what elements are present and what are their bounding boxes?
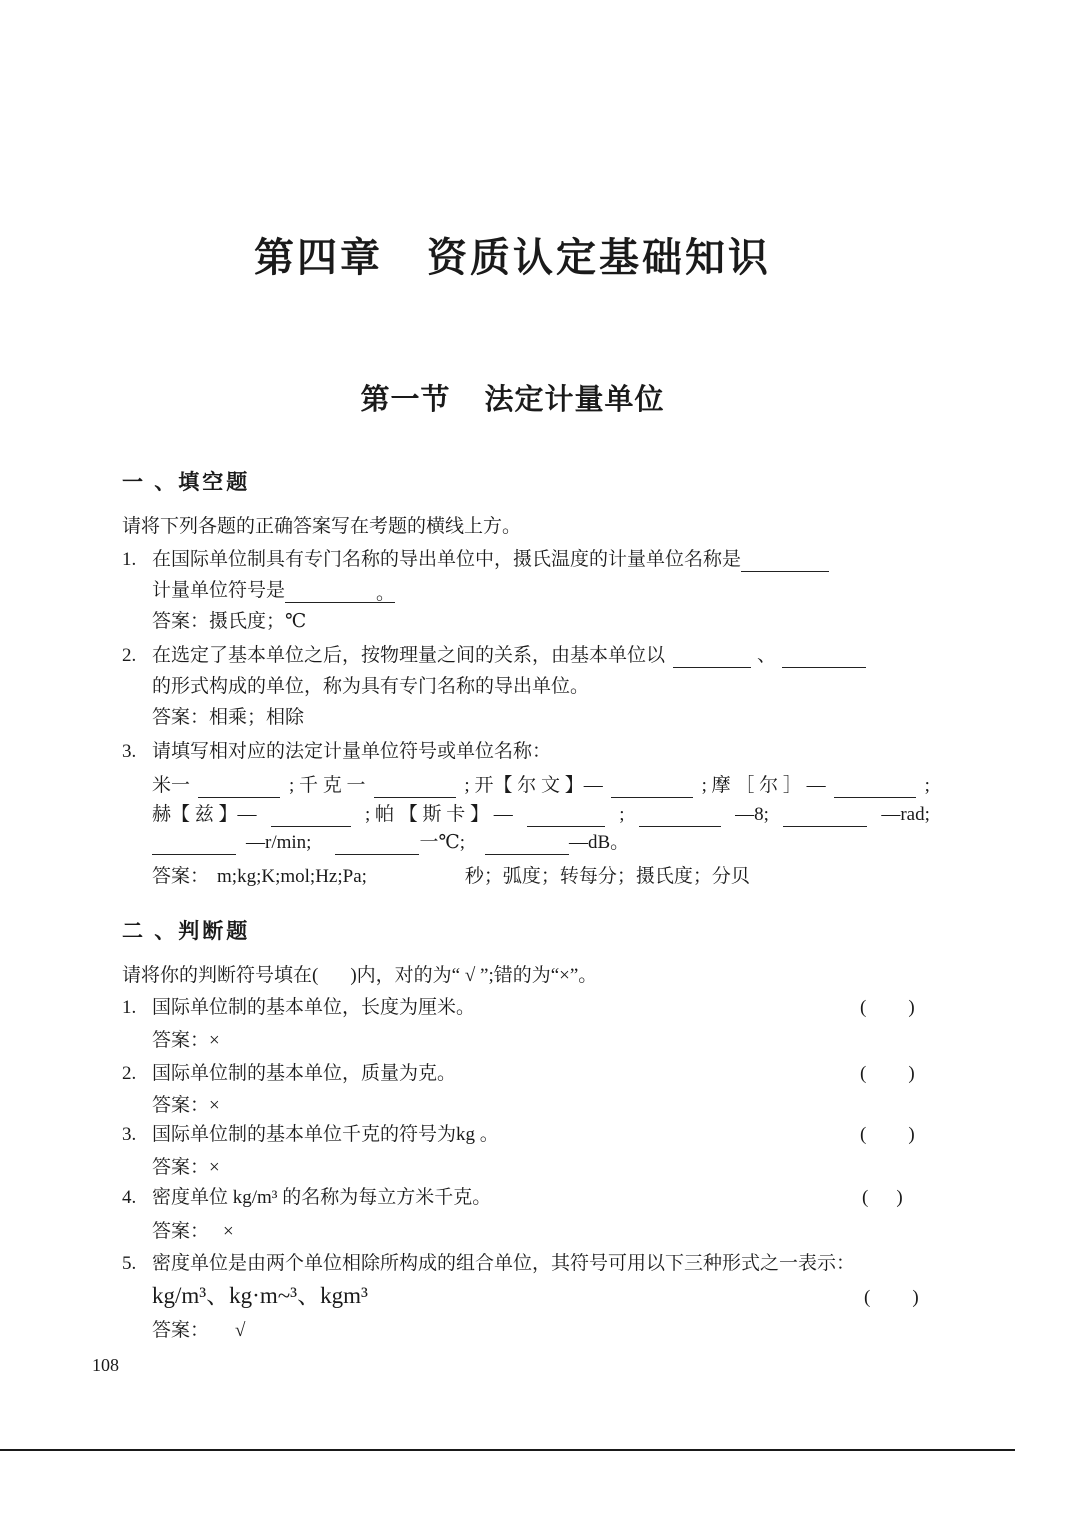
answer-blank[interactable] bbox=[834, 777, 916, 798]
unit-label: ; 帕 【 斯 卡 】 — bbox=[365, 804, 513, 825]
judge-intro bbox=[122, 964, 597, 988]
answer-blank[interactable] bbox=[198, 777, 280, 798]
unit-label: ; bbox=[619, 804, 625, 825]
page-number: 108 bbox=[92, 1355, 119, 1375]
unit-label: 一℃; bbox=[419, 832, 465, 853]
question-number: 1. bbox=[122, 549, 137, 570]
answer-blank[interactable] bbox=[485, 834, 569, 855]
separator: 、 bbox=[757, 645, 777, 666]
paren-open: ( bbox=[864, 1287, 871, 1308]
paren-open: ( bbox=[860, 997, 867, 1018]
question-text: 请填写相对应的法定计量单位符号或单位名称： bbox=[152, 741, 552, 762]
judge-answer-2: 答案：× bbox=[152, 1095, 220, 1116]
answer-blank[interactable] bbox=[285, 582, 395, 603]
fill-answer-2: 答案：相乘；相除 bbox=[152, 707, 305, 728]
question-period: 。 bbox=[376, 583, 396, 604]
answer-label: 答案： bbox=[152, 1320, 210, 1341]
unit-label: 米一 bbox=[152, 775, 191, 796]
answer-blank[interactable] bbox=[782, 647, 866, 668]
chapter-number: 第四章 bbox=[254, 235, 383, 280]
paren-open: ( bbox=[862, 1187, 869, 1208]
answer-blank[interactable] bbox=[374, 777, 456, 798]
judge-item-3 bbox=[122, 1123, 499, 1147]
answer-mark: √ bbox=[235, 1320, 246, 1341]
fill-answer-1: 答案：摄氏度；℃ bbox=[152, 611, 307, 632]
paren-close: ) bbox=[908, 1124, 915, 1145]
units-row-3 bbox=[152, 831, 629, 855]
answer-blank[interactable] bbox=[335, 834, 419, 855]
answer-parentheses[interactable] bbox=[860, 996, 915, 1020]
question-number: 2. bbox=[122, 645, 137, 666]
question-text: 国际单位制的基本单位，质量为克。 bbox=[152, 1063, 457, 1084]
question-number: 4. bbox=[122, 1187, 137, 1208]
answer-blank[interactable] bbox=[527, 806, 605, 827]
judge-heading: 二 、判断题 bbox=[122, 919, 251, 943]
chapter-title bbox=[0, 232, 1025, 284]
answer-blank[interactable] bbox=[611, 777, 693, 798]
question-text: 国际单位制的基本单位千克的符号为kg 。 bbox=[152, 1124, 499, 1145]
fill-question-3 bbox=[122, 740, 551, 764]
question-number: 3. bbox=[122, 1124, 137, 1145]
section-name: 法定计量单位 bbox=[484, 384, 665, 416]
unit-label: —rad; bbox=[881, 804, 930, 825]
answer-parentheses[interactable] bbox=[864, 1286, 919, 1310]
paren-open: ( bbox=[860, 1124, 867, 1145]
unit-label: ; 千 克 一 bbox=[288, 775, 366, 796]
fill-answer-3 bbox=[152, 865, 750, 889]
answer-blank[interactable] bbox=[783, 806, 867, 827]
units-row-2 bbox=[152, 803, 930, 827]
question-number: 5. bbox=[122, 1253, 137, 1274]
units-row-1 bbox=[152, 774, 930, 798]
unit-label: —dB。 bbox=[569, 832, 630, 853]
unit-label: 赫【 兹 】— bbox=[152, 804, 257, 825]
fill-intro: 请将下列各题的正确答案写在考题的横线上方。 bbox=[122, 516, 522, 537]
chapter-name: 资质认定基础知识 bbox=[427, 235, 771, 280]
intro-text: 请将你的判断符号填在( bbox=[122, 965, 319, 986]
question-number: 2. bbox=[122, 1063, 137, 1084]
answer-blank[interactable] bbox=[673, 647, 751, 668]
judge-answer-1: 答案：× bbox=[152, 1030, 220, 1051]
question-text: 密度单位是由两个单位相除所构成的组合单位，其符号可用以下三种形式之一表示： bbox=[152, 1253, 856, 1274]
intro-text: )内，对的为“ √ ”;错的为“×”。 bbox=[350, 965, 598, 986]
judge-answer-3: 答案：× bbox=[152, 1157, 220, 1178]
fill-question-1-line2 bbox=[152, 579, 395, 603]
section-title bbox=[0, 381, 1025, 419]
fill-heading: 一 、填空题 bbox=[122, 470, 251, 494]
question-text: 国际单位制的基本单位，长度为厘米。 bbox=[152, 997, 476, 1018]
answer-mark: × bbox=[223, 1221, 234, 1242]
judge-item-5 bbox=[122, 1252, 855, 1276]
question-number: 1. bbox=[122, 997, 137, 1018]
answer-symbols: m;kg;K;mol;Hz;Pa; bbox=[217, 866, 367, 887]
unit-label: ; 开【 尔 文 】— bbox=[464, 775, 603, 796]
answer-blank[interactable] bbox=[639, 806, 721, 827]
paren-open: ( bbox=[860, 1063, 867, 1084]
judge-answer-5 bbox=[152, 1319, 245, 1343]
answer-blank[interactable] bbox=[271, 806, 351, 827]
fill-question-1 bbox=[122, 548, 829, 572]
unit-label: ; bbox=[924, 775, 930, 796]
unit-label: —r/min; bbox=[246, 832, 312, 853]
answer-label: 答案： bbox=[152, 1221, 210, 1242]
answer-label: 答案： bbox=[152, 866, 210, 887]
judge-item-2 bbox=[122, 1062, 456, 1086]
judge-item-1 bbox=[122, 996, 475, 1020]
question-text: 计量单位符号是 bbox=[152, 580, 286, 601]
bottom-divider bbox=[0, 1449, 1015, 1451]
fill-question-2-line2: 的形式构成的单位，称为具有专门名称的导出单位。 bbox=[152, 676, 590, 697]
unit-label: ; 摩 ［ 尔 ］ — bbox=[701, 775, 826, 796]
answer-blank[interactable] bbox=[741, 551, 829, 572]
judge-answer-4 bbox=[152, 1220, 234, 1244]
paren-close: ) bbox=[896, 1187, 903, 1208]
paren-close: ) bbox=[912, 1287, 919, 1308]
answer-blank[interactable] bbox=[152, 834, 236, 855]
answer-parentheses[interactable] bbox=[862, 1186, 903, 1210]
question-text: 密度单位 kg/m³ 的名称为每立方米千克。 bbox=[152, 1187, 492, 1208]
paren-close: ) bbox=[908, 997, 915, 1018]
fill-question-2 bbox=[122, 644, 866, 668]
judge-item-4 bbox=[122, 1186, 491, 1210]
answer-names: 秒；弧度；转每分；摄氏度；分贝 bbox=[464, 866, 750, 887]
question-text: 在选定了基本单位之后，按物理量之间的关系，由基本单位以 bbox=[152, 645, 666, 666]
question-text: 在国际单位制具有专门名称的导出单位中，摄氏温度的计量单位名称是 bbox=[152, 549, 742, 570]
paren-close: ) bbox=[908, 1063, 915, 1084]
unit-formula: kg/m³、kg·m~³、kgm³ bbox=[152, 1283, 368, 1308]
section-number: 第一节 bbox=[360, 384, 451, 416]
unit-label: —8; bbox=[735, 804, 769, 825]
answer-parentheses[interactable] bbox=[860, 1123, 915, 1147]
question-number: 3. bbox=[122, 741, 137, 762]
answer-parentheses[interactable] bbox=[860, 1062, 915, 1086]
